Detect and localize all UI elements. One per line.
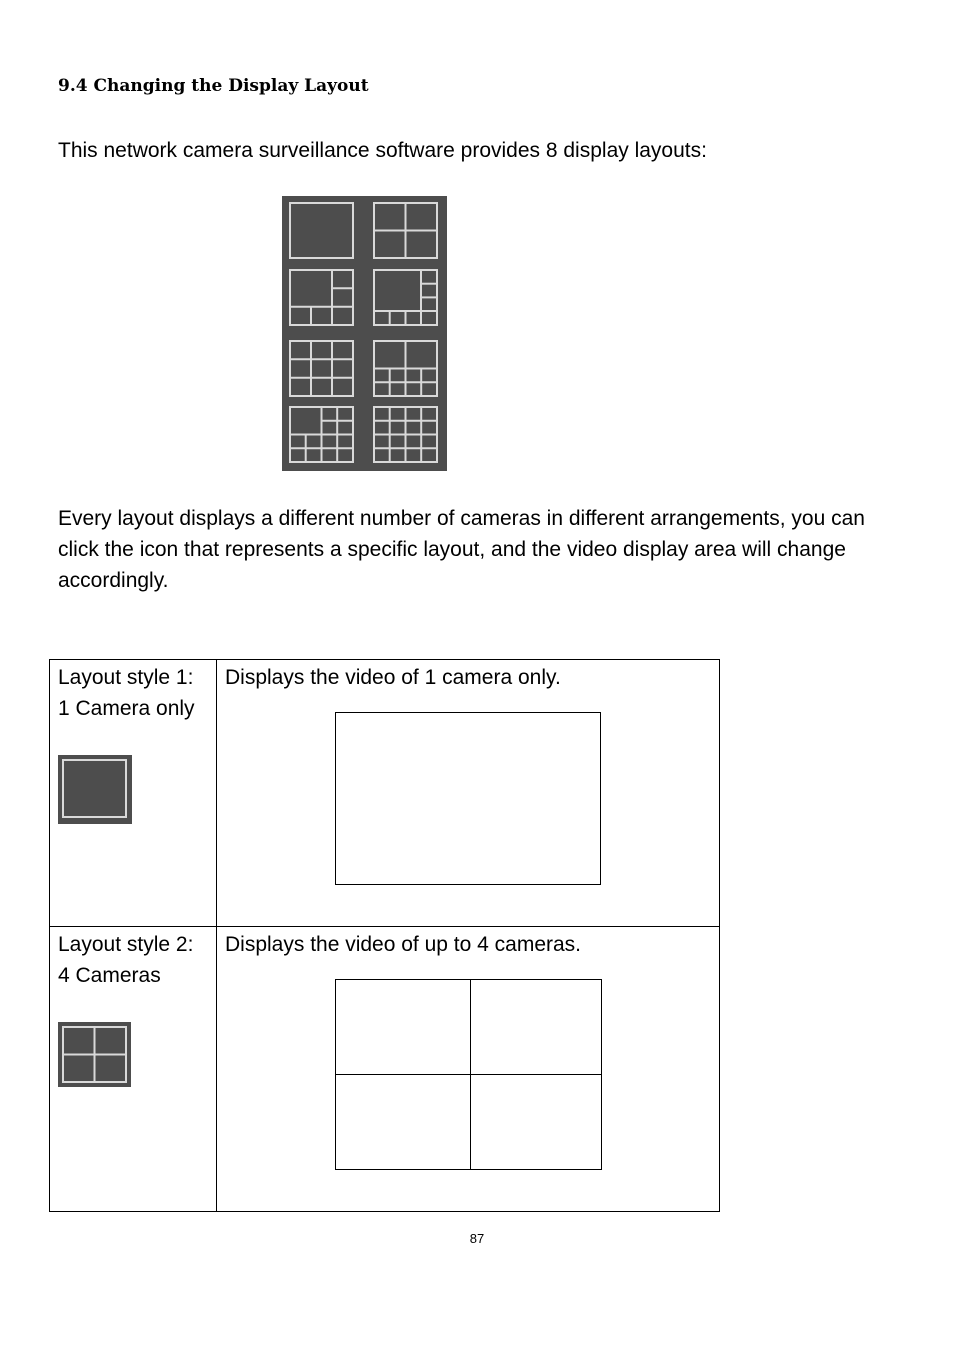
layout-label-cell — [50, 660, 217, 927]
layout-4-icon — [58, 1022, 216, 1087]
quad-divider-horizontal — [336, 1074, 601, 1075]
section-heading: 9.4 Changing the Display Layout — [58, 76, 369, 96]
layout-13-icon[interactable] — [290, 407, 353, 462]
layout-label-cell — [50, 927, 217, 1212]
layout-6-icon[interactable] — [290, 270, 353, 325]
intro-text: This network camera surveillance software provides 8 display layouts: — [58, 139, 707, 162]
table-row — [50, 660, 720, 927]
layout-8-icon[interactable] — [374, 270, 437, 325]
layout-styles-table — [49, 659, 720, 1212]
layout-style-label: Layout style 1: 1 Camera only — [58, 666, 195, 720]
layout-description-cell — [217, 660, 720, 927]
layout-description-cell — [217, 927, 720, 1212]
layout-selector-panel — [282, 196, 447, 471]
layout-description: Displays the video of 1 camera only. — [225, 666, 561, 689]
layout-16-icon[interactable] — [374, 407, 437, 462]
explanation-text: Every layout displays a different number of cameras in different arrangements, you can click the icon that represents a specific layout, and the video display area will change accordingly. — [58, 507, 865, 592]
layout-icons-grid — [282, 196, 447, 471]
layout-1-icon[interactable] — [290, 203, 353, 258]
page-number: 87 — [469, 1231, 485, 1246]
table-row — [50, 927, 720, 1212]
layout-10-icon[interactable] — [374, 341, 437, 396]
layout-description: Displays the video of up to 4 cameras. — [225, 933, 582, 956]
layout-1-icon — [58, 755, 216, 824]
single-camera-frame — [335, 712, 601, 885]
quad-camera-frame — [335, 979, 602, 1170]
layout-9-icon[interactable] — [290, 341, 353, 396]
layout-style-label: Layout style 2: 4 Cameras — [58, 933, 194, 987]
layout-4-icon[interactable] — [374, 203, 437, 258]
